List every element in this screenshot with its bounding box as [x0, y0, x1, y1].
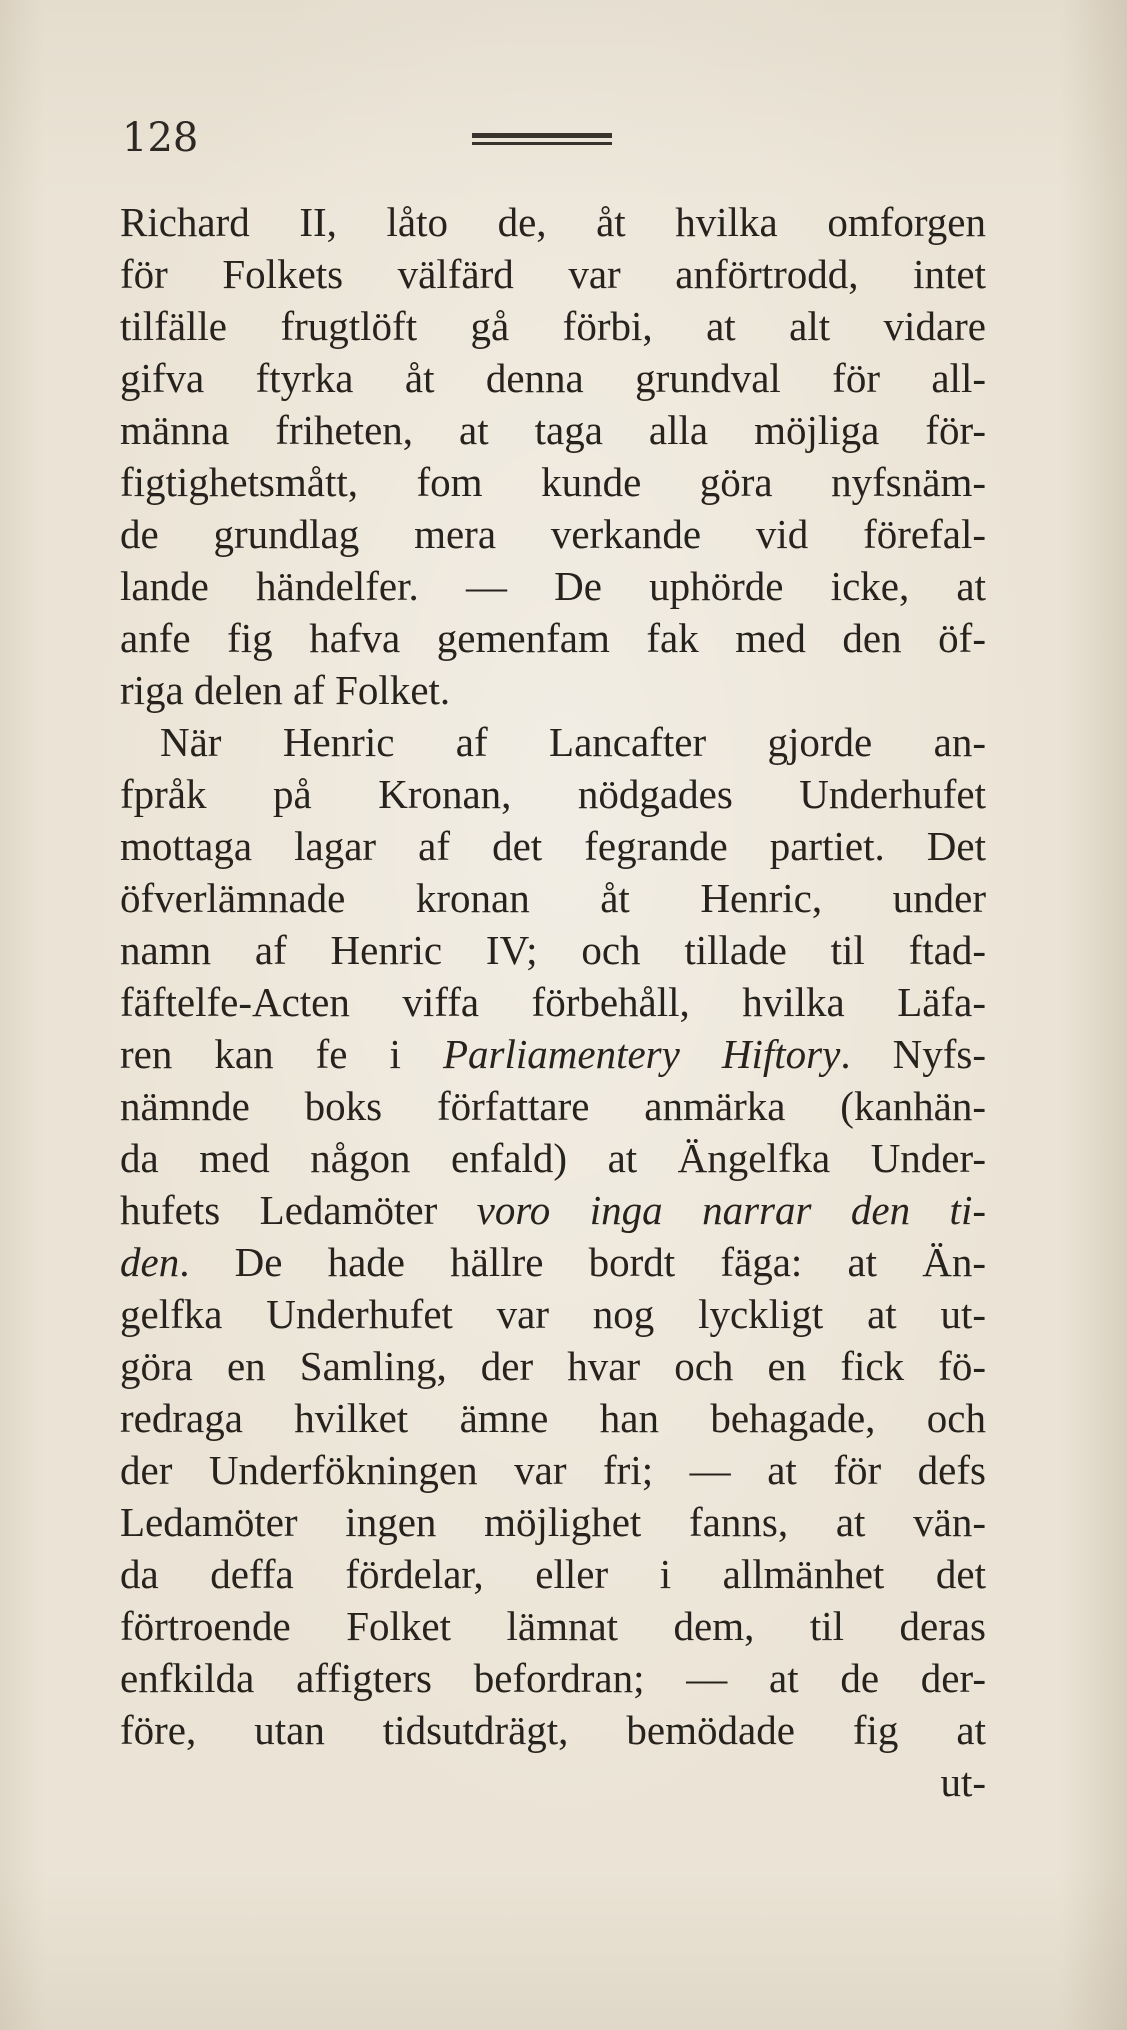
- text-line: göra en Samling, der hvar och en fick fö-: [120, 1343, 986, 1389]
- text-line: före, utan tidsutdrägt, bemödade fig at: [120, 1707, 986, 1753]
- line-segment: . De hade hällre bordt fäga: at Än-: [179, 1239, 986, 1285]
- text-line: redraga hvilket ämne han behagade, och: [120, 1395, 986, 1441]
- text-line: nämnde boks författare anmärka (kanhän-: [120, 1083, 986, 1129]
- catchword: ut-: [940, 1759, 986, 1805]
- header-rule-thick: [472, 133, 612, 138]
- line-segment: ren kan fe i: [120, 1031, 443, 1077]
- text-line-with-italic: [120, 1184, 986, 1236]
- text-line: namn af Henric IV; och tillade til ftad-: [120, 927, 986, 973]
- text-line-with-italic: [120, 1028, 986, 1080]
- text-line: för Folkets välfärd var anförtrodd, intet: [120, 251, 986, 297]
- text-line: Ledamöter ingen möjlighet fanns, at vän-: [120, 1499, 986, 1545]
- text-line: fpråk på Kronan, nödgades Underhufet: [120, 771, 986, 817]
- text-line: anfe fig hafva gemenfam fak med den öf-: [120, 615, 986, 661]
- text-line: förtroende Folket lämnat dem, til deras: [120, 1603, 986, 1649]
- header-ornament-rule: [472, 133, 612, 149]
- italic-title: Parliamentery Hiftory: [443, 1031, 841, 1077]
- text-line: öfverlämnade kronan åt Henric, under: [120, 875, 986, 921]
- body-text: [120, 196, 986, 1808]
- paragraph-end-line: riga delen af Folket.: [120, 667, 451, 713]
- header-rule-thin: [472, 142, 612, 145]
- text-line: lande händelfer. — De uphörde icke, at: [120, 563, 986, 609]
- text-line: enfkilda affigters befordran; — at de der-: [120, 1655, 986, 1701]
- text-line: da deffa fördelar, eller i allmänhet det: [120, 1551, 986, 1597]
- text-line: gifva ftyrka åt denna grundval för all-: [120, 355, 986, 401]
- text-line: da med någon enfald) at Ängelfka Under-: [120, 1135, 986, 1181]
- text-line: fäftelfe-Acten viffa förbehåll, hvilka Läfa-: [120, 979, 986, 1025]
- text-line: Richard II, låto de, åt hvilka omforgen: [120, 199, 986, 245]
- text-line: gelfka Underhufet var nog lyckligt at ut-: [120, 1291, 986, 1337]
- page-number: 128: [122, 115, 199, 161]
- text-line: figtighetsmått, fom kunde göra nyfsnäm-: [120, 459, 986, 505]
- italic-quote-end: den: [120, 1239, 180, 1285]
- text-line: der Underfökningen var fri; — at för defs: [120, 1447, 986, 1493]
- text-line-with-italic: [120, 1236, 986, 1288]
- text-line: männa friheten, at taga alla möjliga för-: [120, 407, 986, 453]
- text-line: de grundlag mera verkande vid förefal-: [120, 511, 986, 557]
- line-segment: . Nyfs-: [840, 1031, 986, 1077]
- paragraph-start-line: När Henric af Lancafter gjorde an-: [160, 719, 986, 765]
- italic-quote: voro inga narrar den ti-: [476, 1187, 986, 1233]
- text-line: mottaga lagar af det fegrande partiet. Det: [120, 823, 986, 869]
- line-segment: hufets Ledamöter: [120, 1187, 477, 1233]
- text-line: tilfälle frugtlöft gå förbi, at alt vidare: [120, 303, 986, 349]
